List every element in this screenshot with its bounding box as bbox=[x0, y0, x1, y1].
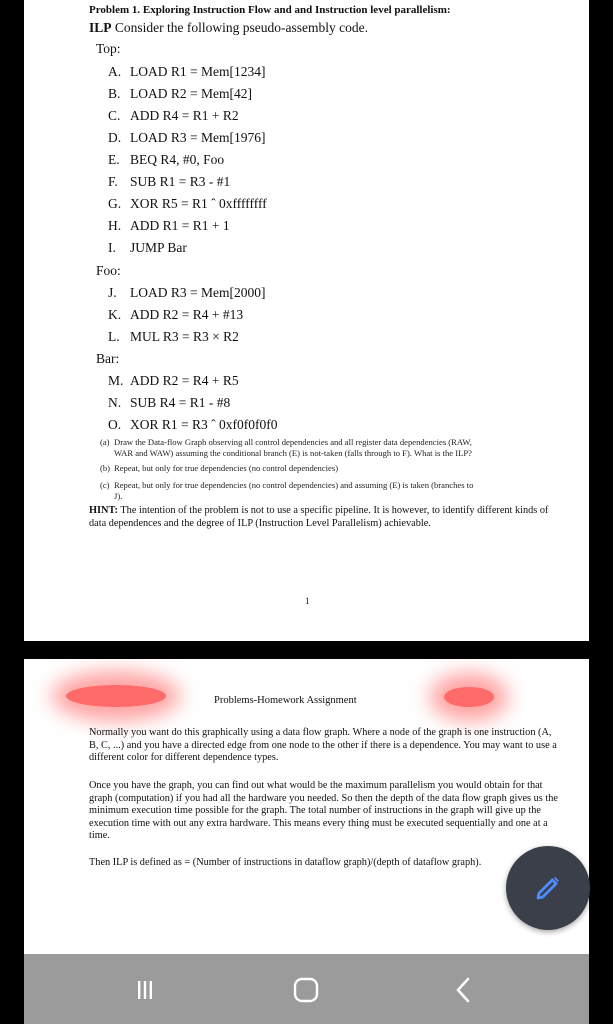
section-label-top: Top: bbox=[96, 41, 121, 56]
hint-label: HINT: bbox=[89, 505, 118, 516]
instruction-a: A. LOAD R1 = Mem[1234] bbox=[108, 64, 266, 79]
ilp-label: ILP bbox=[89, 20, 112, 35]
question-b: (b) Repeat, but only for true dependencies (no control dependencies) bbox=[100, 463, 339, 473]
document-page-2 bbox=[24, 659, 589, 954]
question-c: (c) Repeat, but only for true dependencies (no control dependencies) and assuming (E) is taken (branches to J). bbox=[100, 480, 474, 501]
instruction-c: C. ADD R4 = R1 + R2 bbox=[108, 108, 239, 123]
instruction-h: H. ADD R1 = R1 + 1 bbox=[108, 218, 230, 233]
problem-title: Problem 1. Exploring Instruction Flow and and Instruction level parallelism: bbox=[89, 4, 451, 16]
section-label-foo: Foo: bbox=[96, 263, 121, 278]
ilp-intro bbox=[89, 20, 368, 36]
hint-paragraph bbox=[89, 504, 559, 530]
paragraph-dataflow-intro: Normally you want do this graphically using a data flow graph. Where a node of the graph is one instruction (A, B, C, ...) and you have a directed edge from one node to the other if there is a dependence. You may want to use a different color for different dependence types. bbox=[89, 727, 557, 764]
page-header: Problems-Homework Assignment bbox=[214, 695, 357, 706]
document-page-1 bbox=[24, 0, 589, 641]
recents-icon bbox=[133, 978, 157, 1002]
instruction-i: I. JUMP Bar bbox=[108, 240, 187, 255]
highlight-smudge-left bbox=[66, 685, 166, 707]
instruction-n: N. SUB R4 = R1 - #8 bbox=[108, 395, 231, 410]
page-number: 1 bbox=[305, 596, 310, 606]
edit-fab-button[interactable] bbox=[506, 846, 590, 930]
home-icon bbox=[292, 976, 320, 1004]
back-button[interactable] bbox=[444, 970, 484, 1010]
recents-button[interactable] bbox=[125, 970, 165, 1010]
highlight-smudge-right bbox=[444, 687, 494, 707]
instruction-b: B. LOAD R2 = Mem[42] bbox=[108, 86, 252, 101]
section-label-bar: Bar: bbox=[96, 351, 120, 366]
hint-text: The intention of the problem is not to use a specific pipeline. It is however, to identify different kinds of data dependences and the degree of ILP (Instruction Level Parallelism) achievable. bbox=[89, 505, 549, 529]
paragraph-parallelism: Once you have the graph, you can find out what would be the maximum parallelism you would obtain for that graph (computation) if you had all the hardware you needed. So then the depth of the data flow graph gives us the minimum execution time possible for the graph. The total number of instructions in the graph will give up the execution time with out any extra hardware. This means every thing must be executed sequentially and one at a time. bbox=[89, 780, 558, 842]
instruction-d: D. LOAD R3 = Mem[1976] bbox=[108, 130, 266, 145]
instruction-j: J. LOAD R3 = Mem[2000] bbox=[108, 285, 266, 300]
ilp-text: Consider the following pseudo-assembly code. bbox=[111, 20, 368, 35]
edit-pencil-icon bbox=[533, 873, 563, 903]
paragraph-ilp-definition: Then ILP is defined as = (Number of instructions in dataflow graph)/(depth of dataflow graph). bbox=[89, 857, 482, 868]
instruction-f: F. SUB R1 = R3 - #1 bbox=[108, 174, 231, 189]
system-navigation-bar bbox=[24, 954, 589, 1024]
right-margin bbox=[589, 0, 613, 1024]
question-a: (a) Draw the Data-flow Graph observing all control dependencies and all register data dependencies (RAW, WAR and WAW) assuming the conditional branch (E) is not-taken (falls through to F). What is the ILP? bbox=[100, 437, 472, 458]
instruction-o: O. XOR R1 = R3 ˆ 0xf0f0f0f0 bbox=[108, 417, 278, 432]
instruction-g: G. XOR R5 = R1 ˆ 0xffffffff bbox=[108, 196, 267, 211]
instruction-e: E. BEQ R4, #0, Foo bbox=[108, 152, 225, 167]
home-button[interactable] bbox=[286, 970, 326, 1010]
instruction-l: L. MUL R3 = R3 × R2 bbox=[108, 329, 239, 344]
instruction-k: K. ADD R2 = R4 + #13 bbox=[108, 307, 244, 322]
instruction-m: M. ADD R2 = R4 + R5 bbox=[108, 373, 239, 388]
back-icon bbox=[452, 976, 476, 1004]
